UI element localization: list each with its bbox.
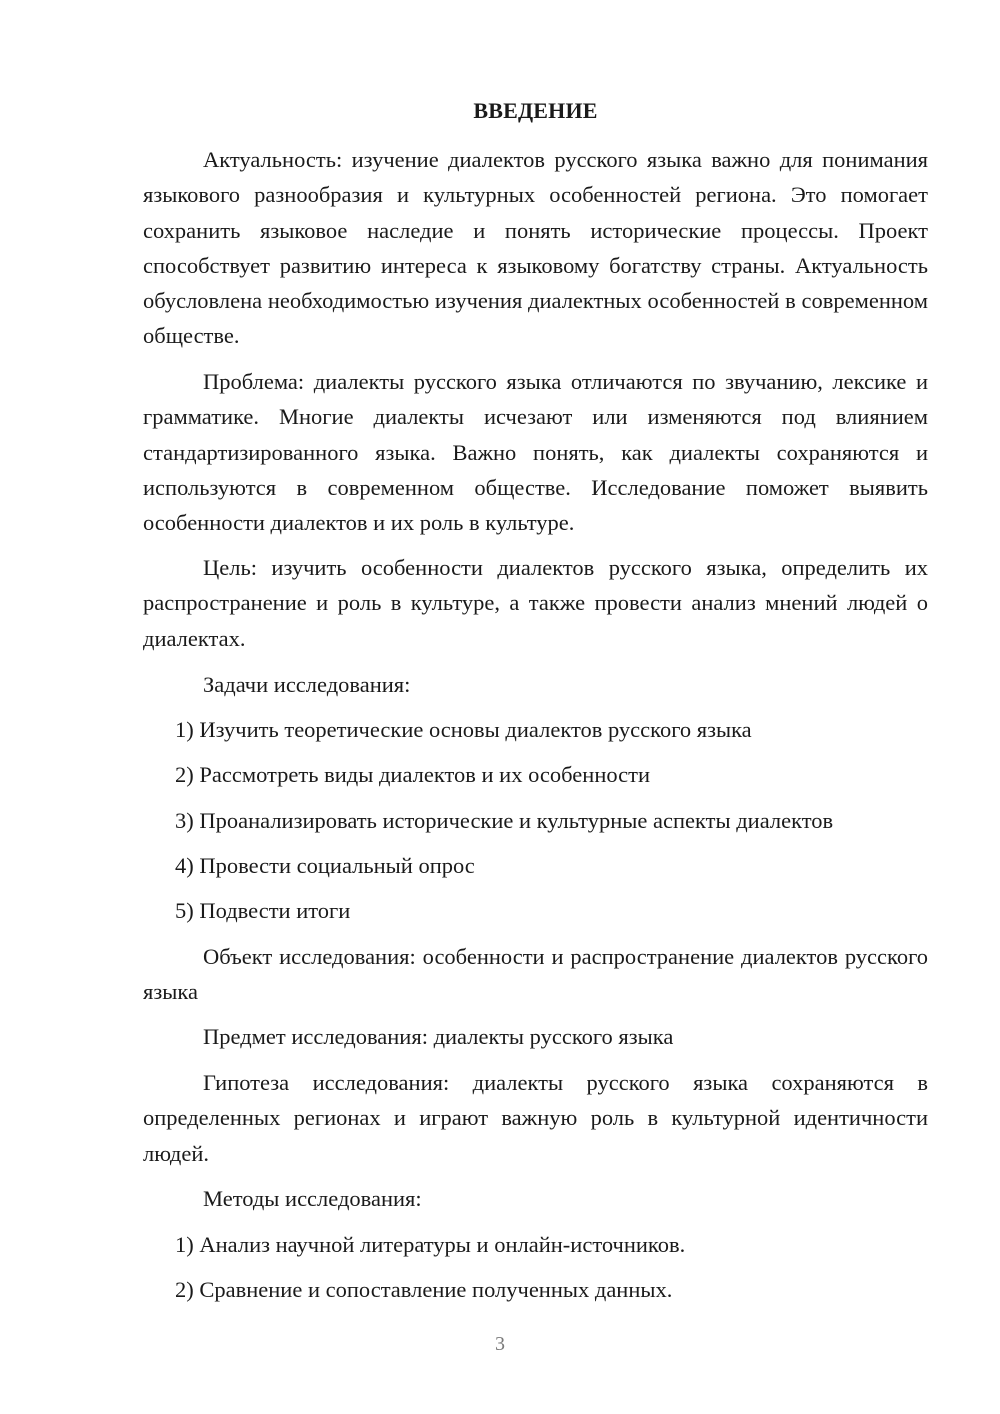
tasks-heading: Задачи исследования: [203,672,411,697]
problem-paragraph: Проблема: диалекты русского языка отличаются по звучанию, лексике и грамматике. Многие диалекты исчезают или изменяются под влиянием стандартизированного языка. Важно понять, как диалекты сохраняются и используются в современном обществе. Исследование поможет выявить особенности диалектов и их роль в культуре. [143,369,928,536]
task-item: 2) Рассмотреть виды диалектов и их особенности [175,762,651,787]
goal-paragraph: Цель: изучить особенности диалектов русского языка, определить их распространение и роль в культуре, а также провести анализ мнений людей о диалектах. [143,555,928,651]
hypothesis-paragraph: Гипотеза исследования: диалекты русского языка сохраняются в определенных регионах и играют важную роль в культурной идентичности людей. [143,1070,928,1166]
methods-heading: Методы исследования: [203,1186,422,1211]
subject-paragraph: Предмет исследования: диалекты русского языка [203,1024,674,1049]
method-item: 2) Сравнение и сопоставление полученных данных. [175,1277,673,1302]
task-item: 5) Подвести итоги [175,898,351,923]
method-item: 1) Анализ научной литературы и онлайн-источников. [175,1232,686,1257]
page-title: ВВЕДЕНИЕ [473,98,598,123]
object-paragraph: Объект исследования: особенности и распространение диалектов русского языка [143,944,928,1005]
task-item: 1) Изучить теоретические основы диалектов русского языка [175,717,752,742]
task-item: 3) Проанализировать исторические и культурные аспекты диалектов [175,808,834,833]
page-number: 3 [495,1333,505,1355]
task-item: 4) Провести социальный опрос [175,853,475,878]
relevance-paragraph: Актуальность: изучение диалектов русского языка важно для понимания языкового разнообразия и культурных особенностей региона. Это помогает сохранить языковое наследие и понять исторические процессы. Проект способствует развитию интереса к языковому богатству страны. Актуальность обусловлена необходимостью изучения диалектных особенностей в современном обществе. [143,147,928,349]
